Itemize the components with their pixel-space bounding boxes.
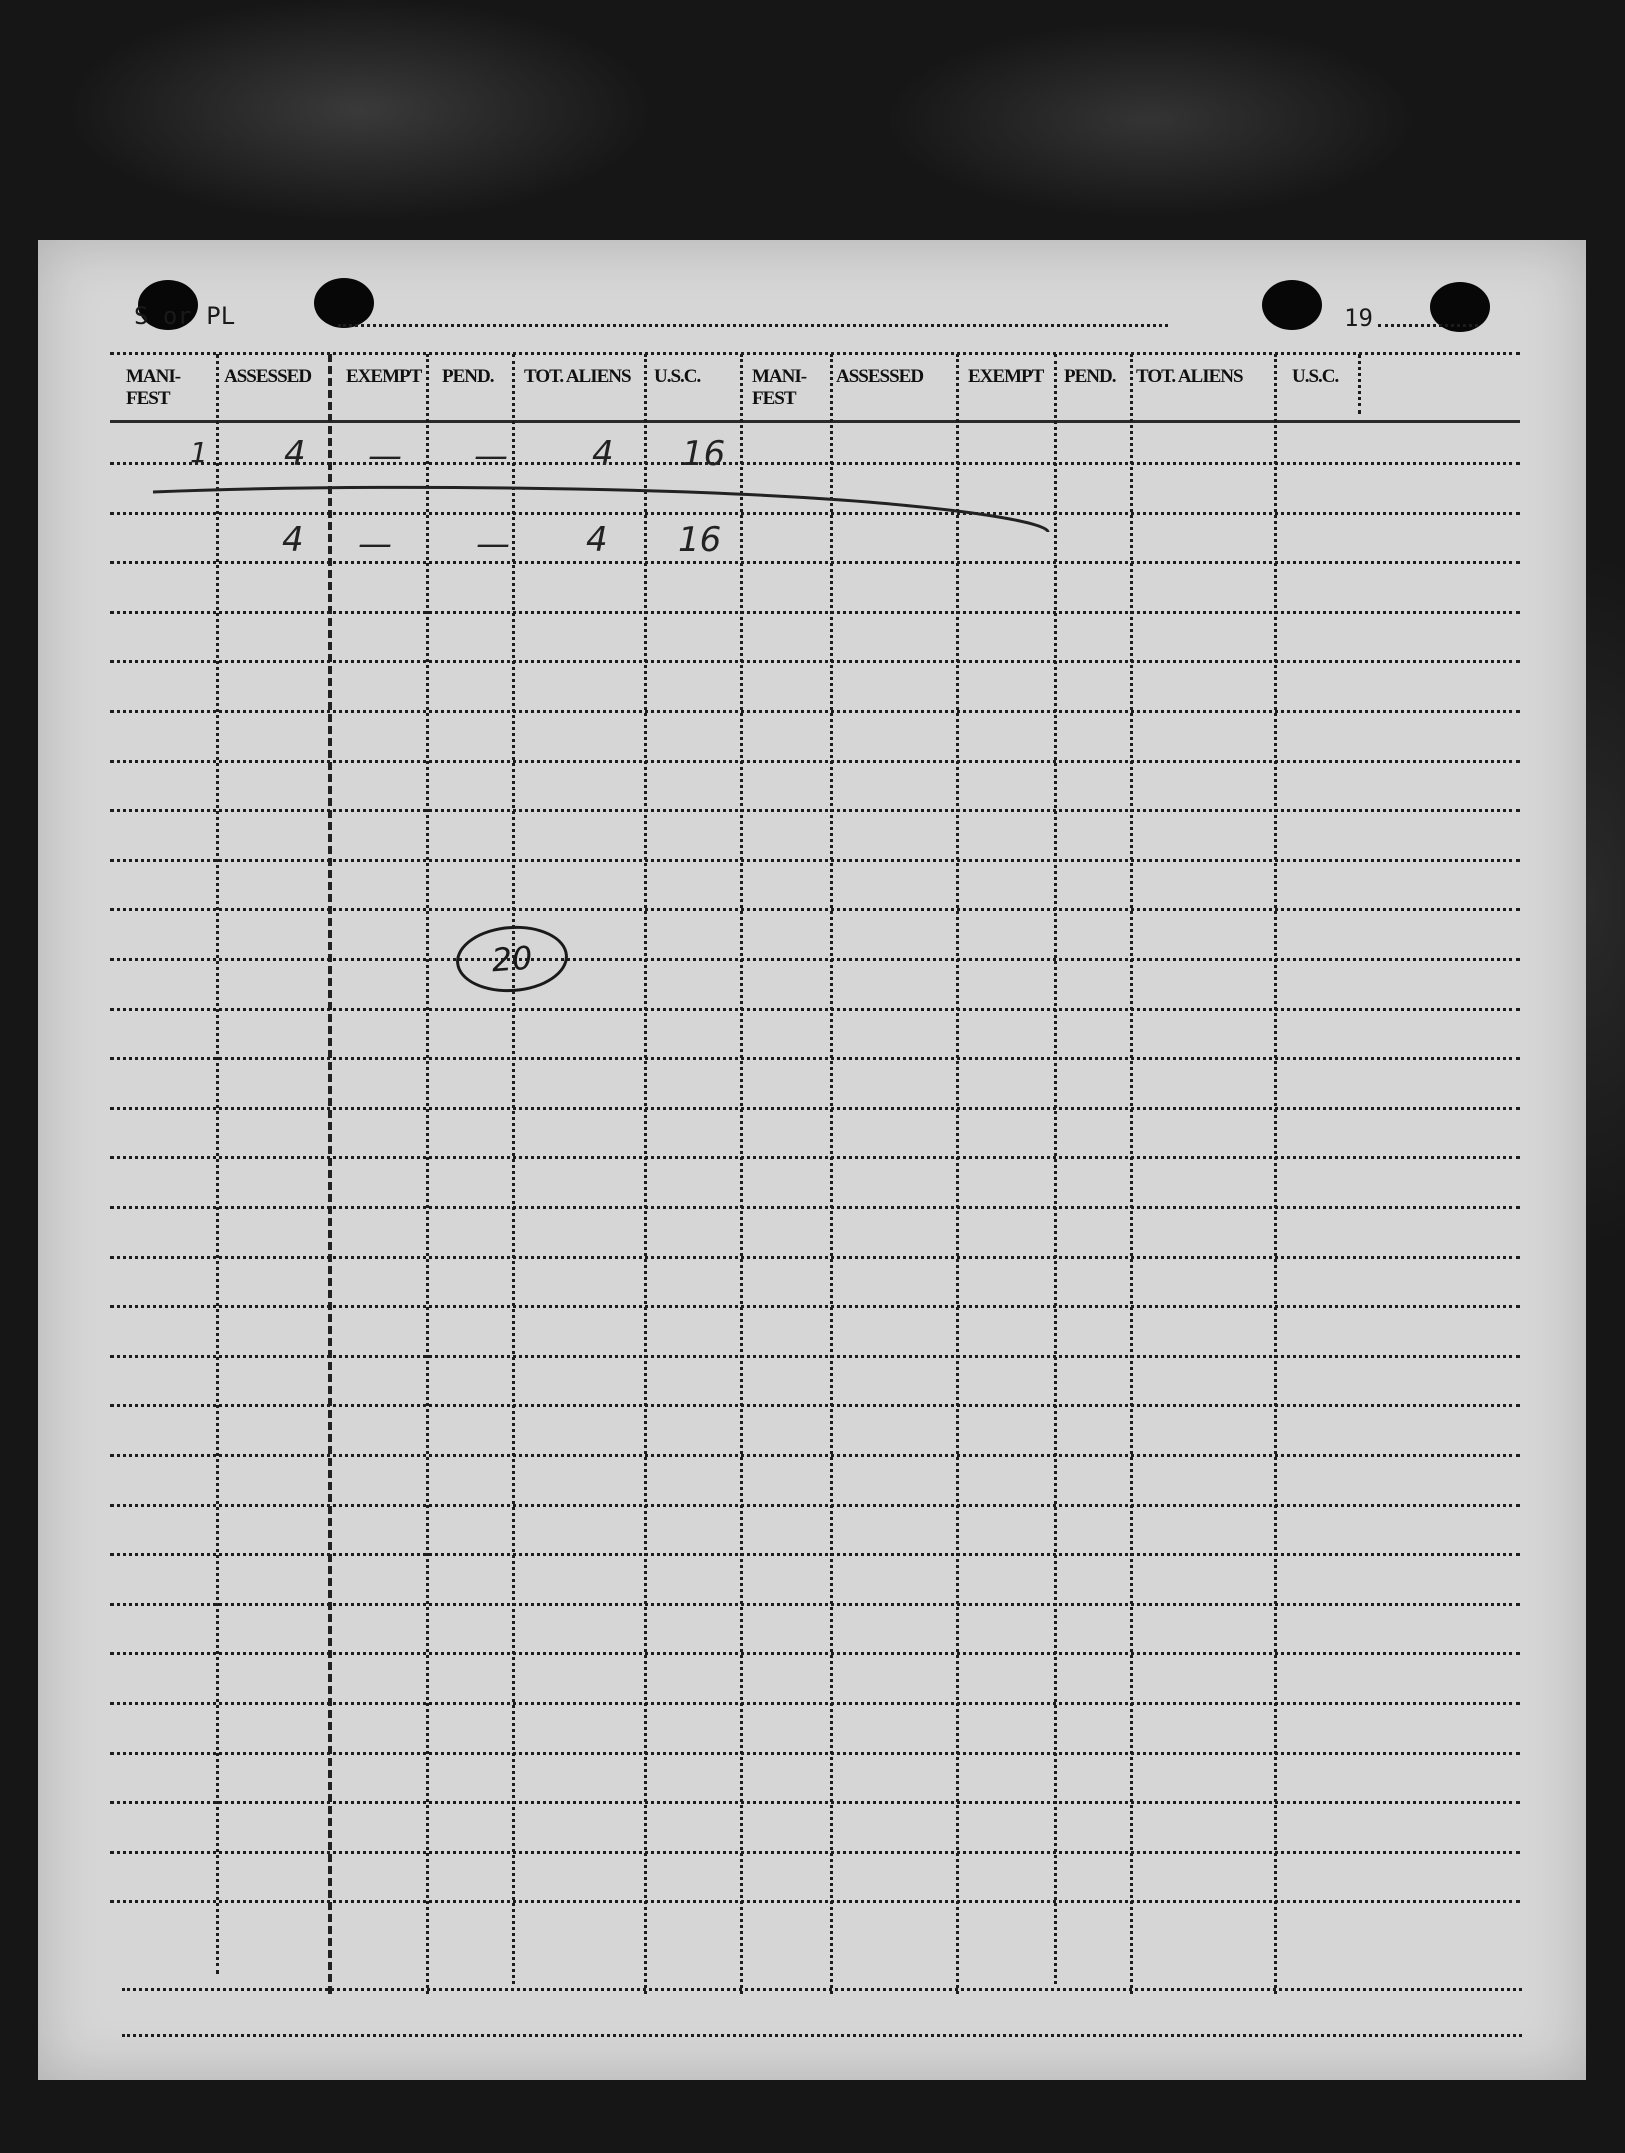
row-line: [110, 1156, 1520, 1159]
row-line: [110, 1404, 1520, 1407]
row-line: [110, 1206, 1520, 1209]
row-line: [110, 1107, 1520, 1110]
col-divider-6: [740, 354, 743, 1994]
row-line: [110, 710, 1520, 713]
col-usc-right: U.S.C.: [1292, 366, 1339, 387]
row-line: [110, 1305, 1520, 1308]
row-line: [110, 1454, 1520, 1457]
col-assessed-right: ASSESSED: [836, 366, 924, 387]
row-line: [110, 760, 1520, 763]
table-top-line: [110, 352, 1520, 355]
row-line: [110, 561, 1520, 564]
col-pend-left: PEND.: [442, 366, 494, 387]
row-line: [110, 1057, 1520, 1060]
col-pend-right: PEND.: [1064, 366, 1116, 387]
row-line: [110, 1702, 1520, 1705]
col-tot-aliens-right: TOT. ALIENS: [1136, 366, 1243, 387]
bottom-line-2: [122, 2034, 1522, 2037]
circled-note: 20: [454, 922, 570, 996]
col-manifest-left: MANI- FEST: [126, 366, 181, 409]
row1-usc: 16: [682, 434, 726, 474]
col-divider-1: [216, 354, 219, 1974]
row-line: [110, 809, 1520, 812]
col-exempt-left: EXEMPT: [346, 366, 422, 387]
row-line: [110, 908, 1520, 911]
col-divider-12: [1358, 354, 1361, 414]
total-exempt: —: [358, 524, 392, 564]
col-divider-10: [1130, 354, 1133, 1994]
row-line: [110, 1355, 1520, 1358]
row-line: [110, 958, 1520, 961]
col-divider-9: [1054, 354, 1057, 1984]
col-manifest-right: MANI- FEST: [752, 366, 807, 409]
col-assessed-left: ASSESSED: [224, 366, 312, 387]
row-line: [110, 1553, 1520, 1556]
header-fill-line: [338, 324, 1168, 327]
punch-hole-left-2: [314, 278, 374, 328]
row-line: [110, 1504, 1520, 1507]
col-divider-8: [956, 354, 959, 1994]
form-sheet: [38, 240, 1586, 2080]
col-tot-aliens-left: TOT. ALIENS: [524, 366, 631, 387]
row1-exempt: —: [368, 436, 402, 476]
col-divider-11: [1274, 354, 1277, 1994]
row-line: [110, 1801, 1520, 1804]
row-line: [110, 1256, 1520, 1259]
row-line: [110, 1603, 1520, 1606]
row-line: [110, 462, 1520, 465]
col-divider-5: [644, 354, 647, 1994]
row-line: [110, 660, 1520, 663]
row1-assessed: 4: [284, 434, 306, 474]
total-tot-aliens: 4: [586, 520, 608, 560]
col-divider-7: [830, 354, 833, 1994]
row-line: [110, 1900, 1520, 1903]
form-label-left: S or PL: [134, 302, 236, 330]
total-usc: 16: [678, 520, 722, 560]
col-divider-2: [328, 354, 332, 1994]
year-fill-line: [1378, 324, 1478, 327]
row-line: [110, 1008, 1520, 1011]
header-underline: [110, 420, 1520, 423]
total-pend: —: [476, 524, 510, 564]
col-exempt-right: EXEMPT: [968, 366, 1044, 387]
row-line: [110, 859, 1520, 862]
col-divider-3: [426, 354, 429, 1994]
row-line: [110, 611, 1520, 614]
bottom-line-1: [122, 1988, 1522, 1991]
row1-manifest: 1: [190, 436, 208, 469]
punch-hole-right-1: [1262, 280, 1322, 330]
row-line: [110, 1752, 1520, 1755]
total-assessed: 4: [282, 520, 304, 560]
year-label: 19: [1344, 304, 1373, 332]
col-usc-left: U.S.C.: [654, 366, 701, 387]
row-line: [110, 1652, 1520, 1655]
col-divider-4: [512, 354, 515, 1984]
row-line: [110, 1851, 1520, 1854]
row1-pend: —: [474, 436, 508, 476]
row1-tot-aliens: 4: [592, 434, 614, 474]
